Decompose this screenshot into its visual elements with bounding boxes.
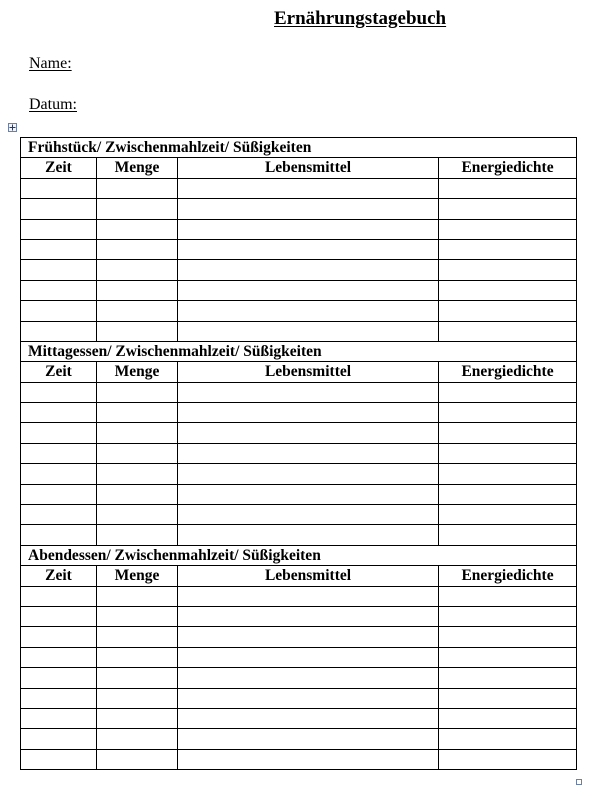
entry-cell-menge[interactable] xyxy=(97,301,178,321)
table-row xyxy=(21,239,577,259)
entry-cell-energiedichte[interactable] xyxy=(439,606,577,626)
entry-cell-zeit[interactable] xyxy=(21,219,97,239)
entry-cell-lebensmittel[interactable] xyxy=(178,647,439,667)
table-row xyxy=(21,199,577,219)
table-row xyxy=(21,668,577,688)
section-title-row xyxy=(21,545,577,565)
entry-cell-menge[interactable] xyxy=(97,525,178,545)
entry-cell-energiedichte[interactable] xyxy=(439,627,577,647)
table-row xyxy=(21,219,577,239)
entry-cell-menge[interactable] xyxy=(97,443,178,463)
date-label: Datum: xyxy=(29,96,77,113)
entry-cell-zeit[interactable] xyxy=(21,423,97,443)
entry-cell-lebensmittel[interactable] xyxy=(178,301,439,321)
entry-cell-energiedichte[interactable] xyxy=(439,647,577,667)
column-header-energiedichte: Energiedichte xyxy=(439,362,577,382)
table-move-handle-icon[interactable] xyxy=(8,123,17,132)
table-row xyxy=(21,260,577,280)
entry-cell-energiedichte[interactable] xyxy=(439,382,577,402)
entry-cell-zeit[interactable] xyxy=(21,729,97,749)
column-header-menge: Menge xyxy=(97,566,178,586)
table-row xyxy=(21,525,577,545)
section-title: Frühstück/ Zwischenmahlzeit/ Süßigkeiten xyxy=(21,138,577,158)
entry-cell-energiedichte[interactable] xyxy=(439,403,577,423)
entry-cell-energiedichte[interactable] xyxy=(439,484,577,504)
entry-cell-energiedichte[interactable] xyxy=(439,219,577,239)
column-header-row xyxy=(21,362,577,382)
entry-cell-zeit[interactable] xyxy=(21,484,97,504)
entry-cell-zeit[interactable] xyxy=(21,260,97,280)
entry-cell-zeit[interactable] xyxy=(21,321,97,341)
entry-cell-zeit[interactable] xyxy=(21,668,97,688)
entry-cell-energiedichte[interactable] xyxy=(439,321,577,341)
table-row xyxy=(21,301,577,321)
entry-cell-menge[interactable] xyxy=(97,749,178,769)
section-title: Abendessen/ Zwischenmahlzeit/ Süßigkeiten xyxy=(21,545,577,565)
entry-cell-energiedichte[interactable] xyxy=(439,525,577,545)
table-resize-handle[interactable] xyxy=(576,779,582,785)
entry-cell-energiedichte[interactable] xyxy=(439,199,577,219)
entry-cell-zeit[interactable] xyxy=(21,627,97,647)
entry-cell-energiedichte[interactable] xyxy=(439,729,577,749)
entry-cell-lebensmittel[interactable] xyxy=(178,260,439,280)
entry-cell-zeit[interactable] xyxy=(21,688,97,708)
entry-cell-menge[interactable] xyxy=(97,280,178,300)
column-header-row xyxy=(21,158,577,178)
entry-cell-menge[interactable] xyxy=(97,708,178,728)
entry-cell-menge[interactable] xyxy=(97,484,178,504)
entry-cell-zeit[interactable] xyxy=(21,586,97,606)
entry-cell-menge[interactable] xyxy=(97,688,178,708)
food-diary-table xyxy=(20,137,577,770)
column-header-zeit: Zeit xyxy=(21,362,97,382)
entry-cell-lebensmittel[interactable] xyxy=(178,586,439,606)
entry-cell-energiedichte[interactable] xyxy=(439,301,577,321)
entry-cell-menge[interactable] xyxy=(97,382,178,402)
entry-cell-zeit[interactable] xyxy=(21,178,97,198)
table-row xyxy=(21,647,577,667)
column-header-lebensmittel: Lebensmittel xyxy=(178,566,439,586)
entry-cell-zeit[interactable] xyxy=(21,382,97,402)
entry-cell-zeit[interactable] xyxy=(21,280,97,300)
column-header-energiedichte: Energiedichte xyxy=(439,158,577,178)
entry-cell-lebensmittel[interactable] xyxy=(178,403,439,423)
entry-cell-energiedichte[interactable] xyxy=(439,668,577,688)
entry-cell-zeit[interactable] xyxy=(21,525,97,545)
entry-cell-menge[interactable] xyxy=(97,423,178,443)
entry-cell-lebensmittel[interactable] xyxy=(178,239,439,259)
name-label: Name: xyxy=(29,55,72,72)
table-row xyxy=(21,403,577,423)
entry-cell-energiedichte[interactable] xyxy=(439,688,577,708)
table-row xyxy=(21,729,577,749)
entry-cell-energiedichte[interactable] xyxy=(439,443,577,463)
entry-cell-lebensmittel[interactable] xyxy=(178,708,439,728)
table-row xyxy=(21,321,577,341)
section-title-row xyxy=(21,341,577,361)
table-row xyxy=(21,382,577,402)
document-title: Ernährungstagebuch xyxy=(274,8,447,29)
table-row xyxy=(21,443,577,463)
entry-cell-menge[interactable] xyxy=(97,178,178,198)
table-row xyxy=(21,606,577,626)
entry-cell-zeit[interactable] xyxy=(21,606,97,626)
entry-cell-zeit[interactable] xyxy=(21,505,97,525)
entry-cell-menge[interactable] xyxy=(97,606,178,626)
entry-cell-lebensmittel[interactable] xyxy=(178,423,439,443)
table-row xyxy=(21,688,577,708)
entry-cell-menge[interactable] xyxy=(97,239,178,259)
table-row xyxy=(21,280,577,300)
entry-cell-menge[interactable] xyxy=(97,627,178,647)
entry-cell-lebensmittel[interactable] xyxy=(178,484,439,504)
entry-cell-menge[interactable] xyxy=(97,647,178,667)
entry-cell-lebensmittel[interactable] xyxy=(178,464,439,484)
entry-cell-energiedichte[interactable] xyxy=(439,708,577,728)
entry-cell-energiedichte[interactable] xyxy=(439,749,577,769)
column-header-menge: Menge xyxy=(97,158,178,178)
entry-cell-energiedichte[interactable] xyxy=(439,239,577,259)
column-header-zeit: Zeit xyxy=(21,158,97,178)
entry-cell-lebensmittel[interactable] xyxy=(178,199,439,219)
entry-cell-menge[interactable] xyxy=(97,586,178,606)
table-row xyxy=(21,586,577,606)
entry-cell-lebensmittel[interactable] xyxy=(178,525,439,545)
entry-cell-energiedichte[interactable] xyxy=(439,423,577,443)
entry-cell-lebensmittel[interactable] xyxy=(178,729,439,749)
column-header-lebensmittel: Lebensmittel xyxy=(178,362,439,382)
entry-cell-menge[interactable] xyxy=(97,403,178,423)
entry-cell-lebensmittel[interactable] xyxy=(178,668,439,688)
entry-cell-zeit[interactable] xyxy=(21,301,97,321)
section-title: Mittagessen/ Zwischenmahlzeit/ Süßigkeiten xyxy=(21,341,577,361)
table-row xyxy=(21,464,577,484)
entry-cell-zeit[interactable] xyxy=(21,239,97,259)
entry-cell-energiedichte[interactable] xyxy=(439,505,577,525)
entry-cell-energiedichte[interactable] xyxy=(439,464,577,484)
table-row xyxy=(21,484,577,504)
entry-cell-menge[interactable] xyxy=(97,505,178,525)
table-row xyxy=(21,505,577,525)
entry-cell-zeit[interactable] xyxy=(21,199,97,219)
table-row xyxy=(21,708,577,728)
entry-cell-lebensmittel[interactable] xyxy=(178,219,439,239)
column-header-zeit: Zeit xyxy=(21,566,97,586)
entry-cell-lebensmittel[interactable] xyxy=(178,606,439,626)
section-title-row xyxy=(21,138,577,158)
column-header-menge: Menge xyxy=(97,362,178,382)
column-header-energiedichte: Energiedichte xyxy=(439,566,577,586)
entry-cell-menge[interactable] xyxy=(97,199,178,219)
table-row xyxy=(21,627,577,647)
column-header-lebensmittel: Lebensmittel xyxy=(178,158,439,178)
entry-cell-zeit[interactable] xyxy=(21,403,97,423)
entry-cell-lebensmittel[interactable] xyxy=(178,688,439,708)
entry-cell-menge[interactable] xyxy=(97,260,178,280)
entry-cell-menge[interactable] xyxy=(97,729,178,749)
column-header-row xyxy=(21,566,577,586)
entry-cell-energiedichte[interactable] xyxy=(439,586,577,606)
entry-cell-lebensmittel[interactable] xyxy=(178,382,439,402)
entry-cell-lebensmittel[interactable] xyxy=(178,280,439,300)
entry-cell-lebensmittel[interactable] xyxy=(178,321,439,341)
entry-cell-menge[interactable] xyxy=(97,321,178,341)
entry-cell-zeit[interactable] xyxy=(21,749,97,769)
entry-cell-lebensmittel[interactable] xyxy=(178,627,439,647)
entry-cell-energiedichte[interactable] xyxy=(439,280,577,300)
entry-cell-lebensmittel[interactable] xyxy=(178,505,439,525)
entry-cell-lebensmittel[interactable] xyxy=(178,443,439,463)
table-row xyxy=(21,423,577,443)
entry-cell-menge[interactable] xyxy=(97,668,178,688)
entry-cell-zeit[interactable] xyxy=(21,443,97,463)
entry-cell-zeit[interactable] xyxy=(21,464,97,484)
entry-cell-lebensmittel[interactable] xyxy=(178,178,439,198)
table-row xyxy=(21,749,577,769)
entry-cell-menge[interactable] xyxy=(97,219,178,239)
entry-cell-zeit[interactable] xyxy=(21,647,97,667)
entry-cell-lebensmittel[interactable] xyxy=(178,749,439,769)
entry-cell-energiedichte[interactable] xyxy=(439,260,577,280)
entry-cell-energiedichte[interactable] xyxy=(439,178,577,198)
entry-cell-menge[interactable] xyxy=(97,464,178,484)
entry-cell-zeit[interactable] xyxy=(21,708,97,728)
table-row xyxy=(21,178,577,198)
